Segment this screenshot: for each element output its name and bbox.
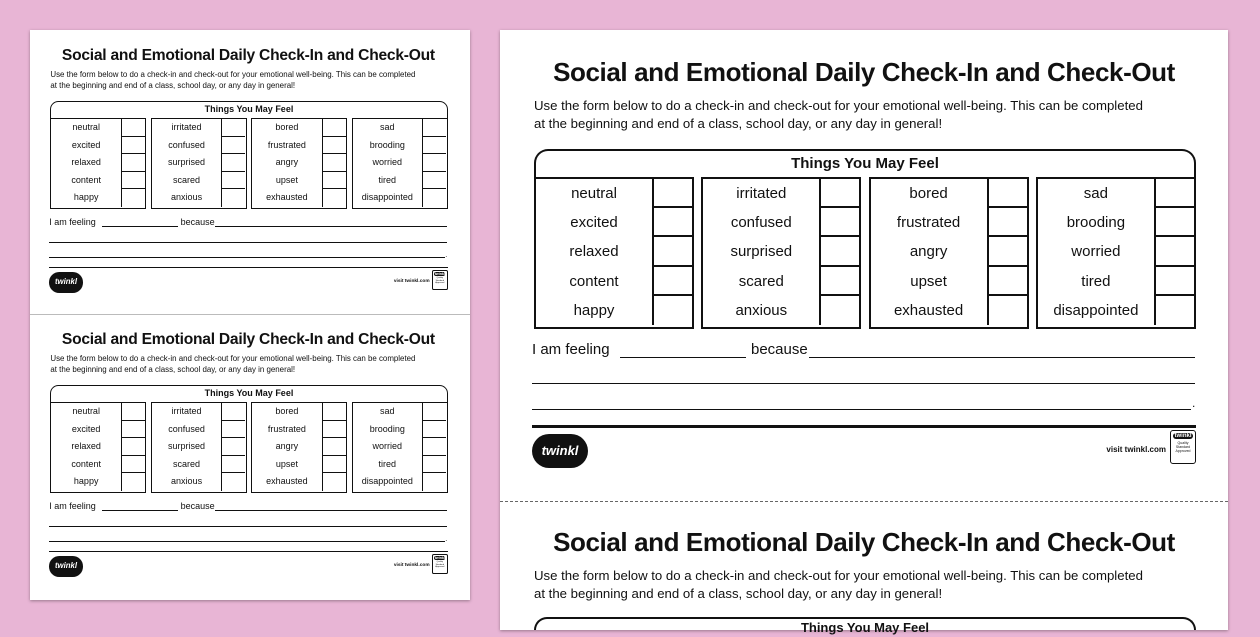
instructions-line: Use the form below to do a check-in and check-out for your emotional well-being. This can be completed: [50, 354, 416, 364]
feeling-label: confused: [730, 214, 792, 232]
feeling-checkbox[interactable]: [322, 189, 346, 207]
worksheet-title: Social and Emotional Daily Check-In and Check-Out: [553, 527, 1175, 557]
feeling-label: surprised: [168, 157, 206, 168]
feeling-checkbox[interactable]: [422, 438, 446, 456]
feeling-label: tired: [1081, 272, 1111, 290]
badge-logo: twinkl: [1174, 433, 1192, 439]
feelings-table: [50, 385, 447, 493]
badge-text: Quality Standard Approved: [435, 277, 445, 285]
feeling-label: brooding: [369, 423, 405, 434]
feeling-checkbox[interactable]: [987, 237, 1027, 266]
instructions-line: Use the form below to do a check-in and check-out for your emotional well-being. This can be completed: [534, 98, 1143, 113]
feeling-checkbox[interactable]: [121, 473, 145, 491]
worksheet-instructions: [534, 97, 1198, 133]
feeling-label: upset: [275, 458, 298, 469]
feeling-label: content: [71, 458, 101, 469]
feeling-checkbox[interactable]: [322, 137, 346, 155]
feeling-checkbox[interactable]: [121, 421, 145, 439]
feeling-checkbox[interactable]: [987, 208, 1027, 237]
feeling-label: bored: [275, 406, 299, 417]
footer-rule: [532, 425, 1196, 428]
feelings-group: [352, 118, 448, 209]
instructions-line: at the beginning and end of a class, school day, or any day in general!: [50, 80, 296, 90]
sheet-divider: [30, 314, 470, 315]
feeling-label: neutral: [571, 185, 617, 202]
period: .: [445, 533, 448, 543]
feeling-checkbox[interactable]: [987, 296, 1027, 325]
feeling-label: irritated: [171, 406, 202, 417]
twinkl-logo: twinkl: [532, 434, 588, 468]
instructions-line: at the beginning and end of a class, school day, or any day in general!: [534, 586, 943, 601]
feeling-label: relaxed: [71, 441, 101, 452]
feeling-checkbox[interactable]: [1154, 179, 1194, 208]
feeling-label: excited: [71, 139, 101, 150]
feeling-label: excited: [570, 214, 618, 232]
feeling-checkbox[interactable]: [121, 154, 145, 172]
feeling-checkbox[interactable]: [819, 237, 859, 266]
feeling-checkbox[interactable]: [422, 189, 446, 207]
feelings-table: [50, 101, 447, 209]
feeling-label: angry: [275, 157, 299, 168]
table-title: Things You May Feel: [534, 617, 1196, 630]
writing-line[interactable]: [49, 242, 447, 243]
feeling-label: confused: [168, 423, 205, 434]
feeling-label: content: [569, 272, 619, 290]
table-title: Things You May Feel: [50, 101, 447, 118]
feeling-checkbox[interactable]: [322, 172, 346, 190]
writing-line[interactable]: [49, 526, 447, 527]
feeling-checkbox[interactable]: [987, 267, 1027, 296]
feeling-checkbox[interactable]: [422, 119, 446, 137]
i-am-feeling-label: I am feeling: [532, 341, 610, 358]
feeling-label: exhausted: [266, 192, 308, 203]
feeling-label: surprised: [730, 243, 793, 261]
visit-link: visit twinkl.com: [1106, 445, 1166, 454]
badge-logo: twinkl: [434, 556, 445, 561]
feeling-label: upset: [910, 272, 947, 290]
feeling-label: disappointed: [361, 192, 413, 203]
feeling-checkbox[interactable]: [221, 473, 245, 491]
because-blank[interactable]: [215, 510, 447, 511]
feeling-label: anxious: [171, 192, 203, 203]
footer-rule: [49, 551, 447, 552]
feeling-label: surprised: [168, 441, 206, 452]
feeling-checkbox[interactable]: [1154, 237, 1194, 266]
feeling-label: exhausted: [266, 476, 308, 487]
writing-line[interactable]: [532, 409, 1191, 410]
feelings-group: [151, 402, 247, 493]
because-blank[interactable]: [809, 357, 1195, 358]
feeling-checkbox[interactable]: [819, 296, 859, 325]
worksheet-title: Social and Emotional Daily Check-In and Check-Out: [553, 57, 1175, 87]
visit-link: visit twinkl.com: [393, 563, 430, 568]
twinkl-logo: twinkl: [49, 272, 83, 292]
feeling-label: scared: [738, 272, 784, 290]
worksheet-title: Social and Emotional Daily Check-In and Check-Out: [61, 330, 435, 348]
feeling-label: sad: [1083, 185, 1108, 202]
feeling-label: irritated: [736, 185, 787, 202]
period: .: [445, 249, 448, 259]
feeling-label: exhausted: [893, 301, 964, 319]
quality-badge-icon: [432, 554, 448, 574]
feeling-label: neutral: [72, 406, 100, 417]
feeling-label: angry: [909, 243, 948, 261]
feeling-label: worried: [1071, 243, 1121, 261]
feeling-checkbox[interactable]: [322, 403, 346, 421]
feeling-checkbox[interactable]: [121, 172, 145, 190]
footer-rule: [49, 267, 447, 268]
feeling-checkbox[interactable]: [819, 267, 859, 296]
feeling-checkbox[interactable]: [221, 154, 245, 172]
feeling-label: brooding: [369, 139, 405, 150]
feeling-label: tired: [378, 458, 397, 469]
feeling-label: bored: [909, 185, 948, 202]
feeling-checkbox[interactable]: [1154, 208, 1194, 237]
feeling-checkbox[interactable]: [221, 403, 245, 421]
feeling-label: irritated: [171, 122, 202, 133]
feeling-label: sad: [380, 406, 395, 417]
feeling-label: frustrated: [267, 139, 306, 150]
feelings-group: [701, 177, 861, 329]
instructions-line: at the beginning and end of a class, school day, or any day in general!: [534, 116, 943, 131]
badge-text: Quality Standard Approved: [435, 561, 445, 569]
feeling-label: scared: [173, 458, 201, 469]
worksheet-title: Social and Emotional Daily Check-In and Check-Out: [61, 46, 435, 64]
instructions-line: Use the form below to do a check-in and check-out for your emotional well-being. This can be completed: [534, 568, 1143, 583]
visit-link: visit twinkl.com: [393, 279, 430, 284]
feeling-checkbox[interactable]: [322, 119, 346, 137]
feeling-label: worried: [372, 157, 403, 168]
quality-badge-icon: [432, 270, 448, 290]
feeling-label: brooding: [1066, 214, 1126, 232]
feeling-checkbox[interactable]: [221, 172, 245, 190]
feeling-checkbox[interactable]: [422, 456, 446, 474]
i-am-feeling-label: I am feeling: [49, 500, 96, 511]
worksheet-instructions: [50, 354, 448, 376]
feeling-checkbox[interactable]: [221, 438, 245, 456]
feeling-checkbox[interactable]: [422, 473, 446, 491]
feeling-checkbox[interactable]: [422, 137, 446, 155]
feelings-group: [534, 177, 694, 329]
feeling-label: relaxed: [71, 157, 101, 168]
feeling-label: tired: [378, 174, 397, 185]
feeling-label: upset: [275, 174, 298, 185]
feeling-blank[interactable]: [102, 226, 178, 227]
feeling-checkbox[interactable]: [322, 456, 346, 474]
feeling-checkbox[interactable]: [221, 119, 245, 137]
feeling-label: anxious: [735, 301, 788, 319]
feeling-checkbox[interactable]: [422, 154, 446, 172]
feeling-checkbox[interactable]: [221, 137, 245, 155]
feeling-label: bored: [275, 122, 299, 133]
feelings-group: [869, 177, 1029, 329]
writing-line[interactable]: [532, 383, 1195, 384]
feeling-label: disappointed: [361, 476, 413, 487]
because-label: because: [180, 216, 215, 227]
feeling-checkbox[interactable]: [221, 189, 245, 207]
feeling-label: neutral: [72, 122, 100, 133]
feeling-label: happy: [73, 476, 99, 487]
feeling-label: happy: [73, 192, 99, 203]
cut-line: [500, 501, 1228, 502]
feeling-checkbox[interactable]: [1154, 267, 1194, 296]
feeling-checkbox[interactable]: [322, 473, 346, 491]
because-label: because: [751, 341, 808, 358]
feeling-checkbox[interactable]: [819, 208, 859, 237]
writing-line[interactable]: [49, 257, 444, 258]
feelings-group: [50, 402, 146, 493]
instructions-line: at the beginning and end of a class, school day, or any day in general!: [50, 364, 296, 374]
feeling-checkbox[interactable]: [652, 296, 692, 325]
feeling-label: relaxed: [569, 243, 619, 261]
feeling-checkbox[interactable]: [652, 179, 692, 208]
feeling-label: happy: [573, 301, 615, 319]
period: .: [1192, 396, 1196, 410]
feeling-label: content: [71, 174, 101, 185]
feeling-label: excited: [71, 423, 101, 434]
feeling-checkbox[interactable]: [121, 137, 145, 155]
feeling-checkbox[interactable]: [121, 456, 145, 474]
feeling-checkbox[interactable]: [422, 421, 446, 439]
feeling-checkbox[interactable]: [652, 267, 692, 296]
writing-line[interactable]: [49, 541, 444, 542]
feeling-checkbox[interactable]: [652, 237, 692, 266]
feeling-label: frustrated: [896, 214, 961, 232]
feeling-label: confused: [168, 139, 205, 150]
feeling-checkbox[interactable]: [221, 421, 245, 439]
feeling-checkbox[interactable]: [322, 154, 346, 172]
feeling-checkbox[interactable]: [221, 456, 245, 474]
feelings-group: [352, 402, 448, 493]
feeling-checkbox[interactable]: [322, 421, 346, 439]
feeling-label: worried: [372, 441, 403, 452]
feeling-checkbox[interactable]: [422, 172, 446, 190]
left-page-preview: [30, 30, 470, 600]
feelings-group: [251, 402, 347, 493]
table-title: Things You May Feel: [50, 385, 447, 402]
feelings-group: [50, 118, 146, 209]
right-page-zoomed: [500, 30, 1228, 635]
feelings-table: [534, 149, 1196, 329]
worksheet-instructions: [50, 70, 448, 92]
feeling-blank[interactable]: [620, 357, 746, 358]
feeling-checkbox[interactable]: [121, 119, 145, 137]
worksheet-instructions: [534, 567, 1198, 603]
feeling-checkbox[interactable]: [819, 179, 859, 208]
feelings-group: [151, 118, 247, 209]
feeling-checkbox[interactable]: [1154, 296, 1194, 325]
feeling-checkbox[interactable]: [322, 438, 346, 456]
table-title: Things You May Feel: [534, 149, 1196, 177]
badge-logo: twinkl: [434, 272, 445, 277]
feeling-label: frustrated: [267, 423, 306, 434]
feeling-checkbox[interactable]: [652, 208, 692, 237]
twinkl-logo: twinkl: [49, 556, 83, 576]
feeling-label: anxious: [171, 476, 203, 487]
feelings-group: [251, 118, 347, 209]
feeling-checkbox[interactable]: [121, 438, 145, 456]
feeling-blank[interactable]: [102, 510, 178, 511]
feeling-label: scared: [173, 174, 201, 185]
quality-badge-icon: [1170, 430, 1196, 464]
feeling-label: angry: [275, 441, 299, 452]
feeling-label: disappointed: [1053, 301, 1139, 319]
badge-text: Quality Standard Approved: [1175, 441, 1191, 453]
feeling-checkbox[interactable]: [121, 403, 145, 421]
i-am-feeling-label: I am feeling: [49, 216, 96, 227]
because-blank[interactable]: [215, 226, 447, 227]
instructions-line: Use the form below to do a check-in and check-out for your emotional well-being. This can be completed: [50, 70, 416, 80]
feeling-checkbox[interactable]: [121, 189, 145, 207]
because-label: because: [180, 500, 215, 511]
feeling-checkbox[interactable]: [422, 403, 446, 421]
feelings-group: [1036, 177, 1196, 329]
feeling-label: sad: [380, 122, 395, 133]
feeling-checkbox[interactable]: [987, 179, 1027, 208]
